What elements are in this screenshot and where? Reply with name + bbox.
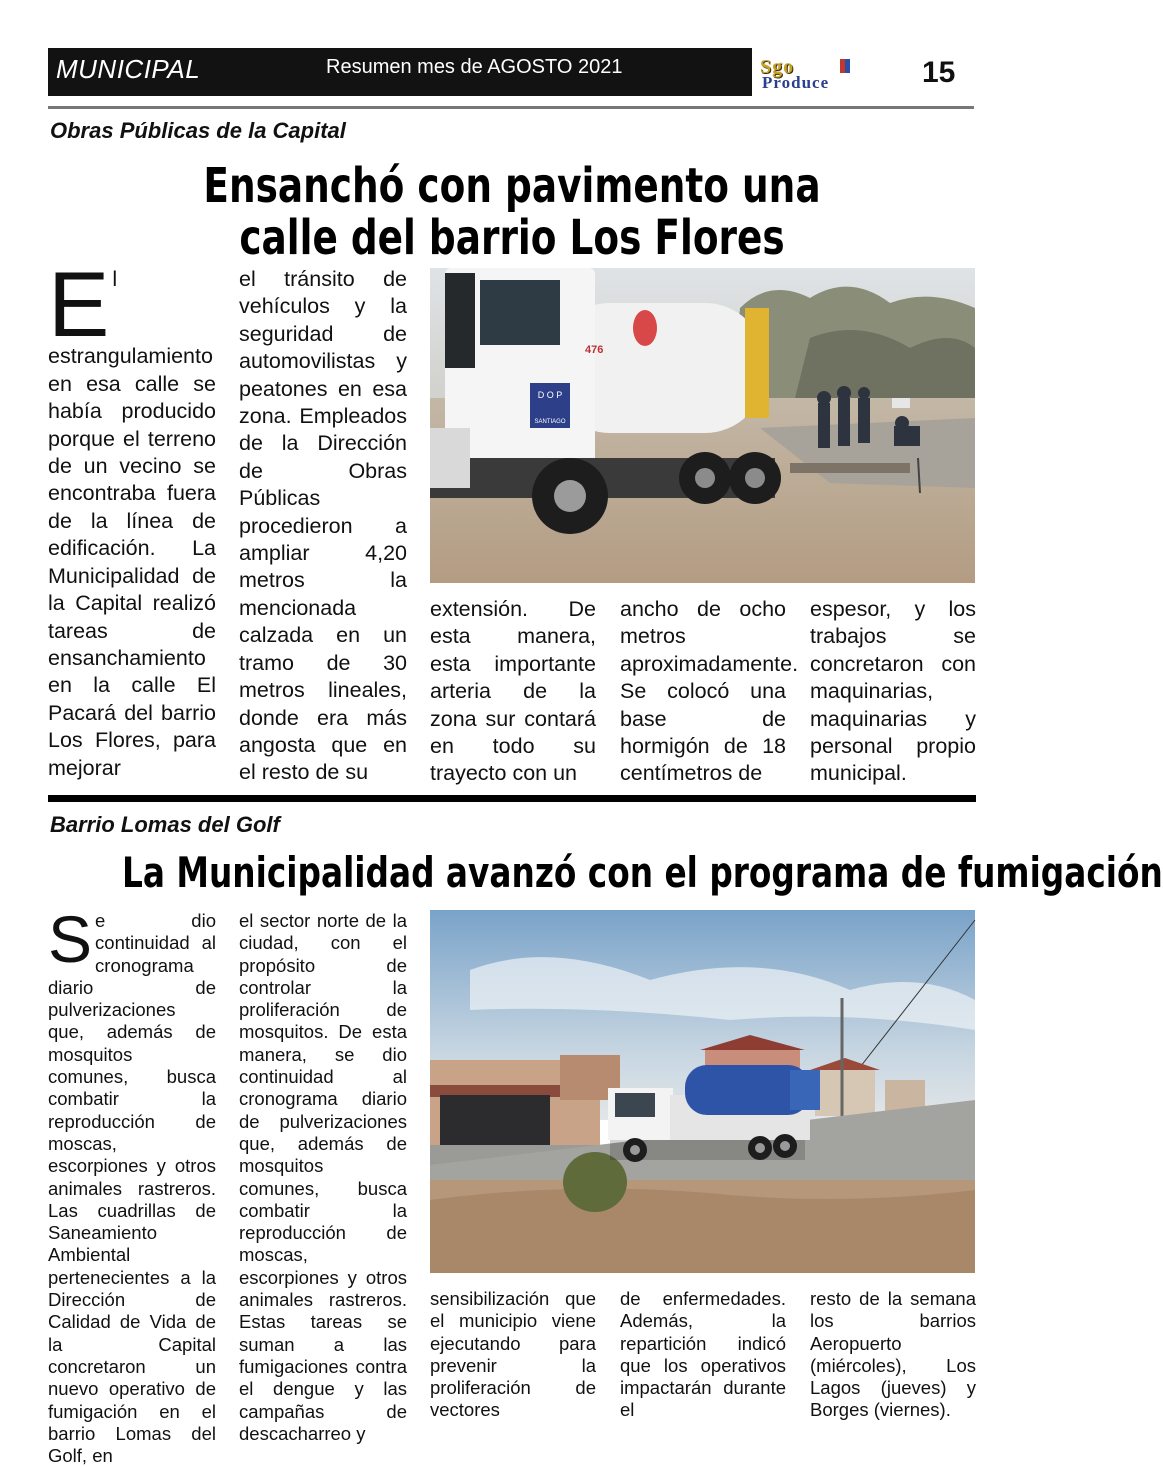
article1-kicker: Obras Públicas de la Capital [50,118,346,143]
publication-logo [760,56,900,92]
article2-column-2: el sector norte de la ciudad, con el propósito de controlar la proliferación de mosquitos. De esta manera, se dio continuidad al cronograma diario de pulverizaciones que, además de mosquitos comunes, busca combatir la reproducción de moscas, escorpiones y otros animales rastreros. Estas tareas se suman a las fumigaciones contra el dengue y las campañas de descacharreo y [239,910,407,1444]
issue-date: Resumen mes de AGOSTO 2021 [326,56,623,78]
article2-headline: La Municipalidad avanzó con el programa de fumigación [122,848,1163,897]
logo-bottom-text: Produce [762,73,830,92]
article1-headline-line1: Ensanchó con pavimento una [203,158,821,214]
article1-drop-cap: E [48,254,110,356]
truck-number: 476 [585,344,604,356]
article1-column-1-text: l estrangulamiento en esa calle se había producido porque el terreno de un vecino se encontraba fuera de la línea de edificación. La Municipalidad de la Capital realizó tareas de ensanchamiento en la calle El Pacará del barrio Los Flores, para mejorar [48,267,216,780]
article1-headline [200,160,824,264]
article2-photo-fumigation-truck [430,910,975,1273]
article2-column-1 [48,902,216,1467]
truck-door-badge-top: D O P [537,390,563,400]
article1-column-1 [48,254,216,788]
logo-top-text: Sgo [760,56,795,78]
truck-door-badge-bottom: SANTIAGO [534,419,566,425]
article2-column-1-text: e dio continuidad al cronograma diario de pulverizaciones que, además de mosquitos comunes, busca combatir la reproducción de moscas, escorpiones y otros animales rastreros. Las cuadrillas de Saneamiento Ambiental pertenecientes a la Dirección de Calidad de Vida de la Capital concretaron un nuevo operativo de fumigación en el barrio Lomas del Golf, en [48,910,216,1467]
page-number: 15 [922,56,956,89]
article1-photo-concrete-truck [430,268,975,583]
article2-column-3: sensibilización que el municipio viene ejecutando para prevenir la proliferación de vectores [430,1288,596,1421]
concrete-truck-illustration [430,268,975,583]
flag-icon [840,59,850,73]
header-rule [48,106,974,109]
article2-column-4: de enfermedades. Además, la repartición indicó que los operativos impactarán durante el [620,1288,786,1421]
article1-column-2: el tránsito de vehículos y la seguridad de automovilistas y peatones en esa zona. Empleados de la Dirección de Obras Públicas procedieron a ampliar 4,20 metros la mencionada calzada en un tramo de 30 metros lineales, donde era más angosta que en el resto de su [239,267,407,785]
article2-column-5: resto de la semana los barrios Aeropuerto (miércoles), Los Lagos (jueves) y Borges (viernes). [810,1288,976,1421]
fumigation-truck-illustration [430,910,975,1273]
article1-column-3: extensión. De esta manera, esta importante arteria de la zona sur contará en todo su trayecto con un [430,597,596,786]
article2-kicker: Barrio Lomas del Golf [50,812,280,837]
article1-column-4: ancho de ocho metros aproximadamente. Se colocó una base de hormigón de 18 centímetros de [620,597,799,786]
article1-column-5: espesor, y los trabajos se concretaron con maquinarias, maquinarias y personal propio municipal. [810,597,976,786]
article2-drop-cap: S [48,902,93,976]
section-divider [48,795,976,802]
article1-headline-line2: calle del barrio Los Flores [239,210,785,266]
section-name: MUNICIPAL [56,54,201,84]
